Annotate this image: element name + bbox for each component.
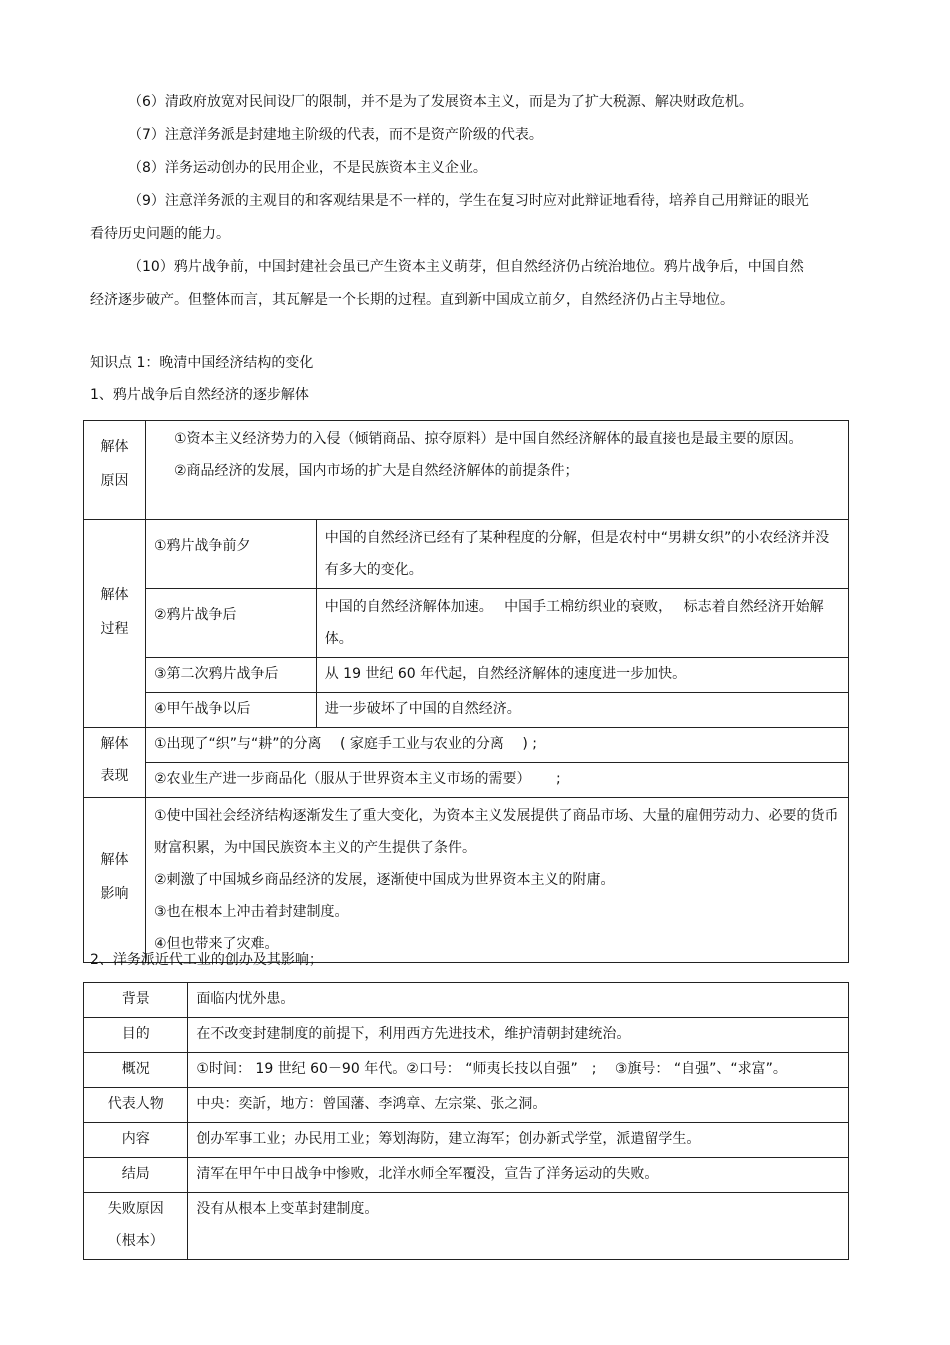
impact-item-4: ④但也带来了灾难。 — [153, 936, 279, 952]
process-desc-2: 中国的自然经济解体加速。 中国手工棉纺织业的衰败， 标志着自然经济开始解体。 — [316, 589, 848, 658]
value-background: 面临内忧外患。 — [188, 983, 849, 1018]
knowledge-point-heading: 知识点 1：晚清中国经济结构的变化 — [90, 355, 314, 371]
section-2-heading: 2、洋务派近代工业的创办及其影响； — [90, 952, 323, 968]
row-header-process: 解体过程 — [84, 520, 146, 728]
value-failure-reason: 没有从根本上变革封建制度。 — [188, 1193, 849, 1260]
label-background: 背景 — [84, 983, 188, 1018]
process-stage-1: ①鸦片战争前夕 — [145, 520, 316, 589]
section-1-heading: 1、鸦片战争后自然经济的逐步解体 — [90, 387, 309, 403]
process-stage-2: ②鸦片战争后 — [145, 589, 316, 658]
manifest-item-1: ①出现了“织”与“耕”的分离 ( 家庭手工业与农业的分离 ) ; — [145, 728, 848, 763]
label-overview: 概况 — [84, 1053, 188, 1088]
row-header-cause: 解体原因 — [84, 421, 146, 520]
cause-content: ①资本主义经济势力的入侵（倾销商品、掠夺原料）是中国自然经济解体的最直接也是最主要的原因。 ②商品经济的发展，国内市场的扩大是自然经济解体的前提条件； — [145, 421, 848, 520]
note-9: （9）注意洋务派的主观目的和客观结果是不一样的，学生在复习时应对此辩证地看待，培养自己用辩证的眼光看待历史问题的能力。 — [90, 193, 809, 242]
label-content: 内容 — [84, 1123, 188, 1158]
impact-item-3: ③也在根本上冲击着封建制度。 — [153, 904, 349, 920]
value-content: 创办军事工业；办民用工业；筹划海防，建立海军；创办新式学堂，派遣留学生。 — [188, 1123, 849, 1158]
label-outcome: 结局 — [84, 1158, 188, 1193]
value-purpose: 在不改变封建制度的前提下，利用西方先进技术，维护清朝封建统治。 — [188, 1018, 849, 1053]
label-failure-reason: 失败原因 （根本） — [84, 1193, 188, 1260]
disintegration-table — [83, 420, 849, 963]
row-header-manifest: 解体表现 — [84, 728, 146, 798]
process-stage-3: ③第二次鸦片战争后 — [145, 658, 316, 693]
note-7: （7）注意洋务派是封建地主阶级的代表，而不是资产阶级的代表。 — [128, 127, 543, 143]
row-header-impact: 解体影响 — [84, 798, 146, 963]
note-10: （10）鸦片战争前，中国封建社会虽已产生资本主义萌芽，但自然经济仍占统治地位。鸦片战争后，中国自然经济逐步破产。但整体而言，其瓦解是一个长期的过程。直到新中国成立前夕，自然经济仍占主导地位。 — [90, 259, 804, 308]
label-representatives: 代表人物 — [84, 1088, 188, 1123]
value-overview: ①时间： 19 世纪 60－90 年代。②口号： “师夷长技以自强” ; ③旗号： “自强”、“求富”。 — [188, 1053, 849, 1088]
label-purpose: 目的 — [84, 1018, 188, 1053]
manifest-item-2: ②农业生产进一步商品化（服从于世界资本主义市场的需要） ; — [145, 763, 848, 798]
note-6: （6）清政府放宽对民间设厂的限制，并不是为了发展资本主义，而是为了扩大税源、解决财政危机。 — [128, 94, 753, 110]
process-desc-3: 从 19 世纪 60 年代起，自然经济解体的速度进一步加快。 — [316, 658, 848, 693]
value-outcome: 清军在甲午中日战争中惨败，北洋水师全军覆没，宣告了洋务运动的失败。 — [188, 1158, 849, 1193]
westernization-table — [83, 982, 849, 1260]
process-desc-1: 中国的自然经济已经有了某种程度的分解，但是农村中“男耕女织”的小农经济并没有多大的变化。 — [316, 520, 848, 589]
process-desc-4: 进一步破坏了中国的自然经济。 — [316, 693, 848, 728]
impact-item-2: ②刺激了中国城乡商品经济的发展，逐渐使中国成为世界资本主义的附庸。 — [153, 872, 615, 888]
impact-item-1: ①使中国社会经济结构逐渐发生了重大变化，为资本主义发展提供了商品市场、大量的雇佣劳动力、必要的货币财富积累，为中国民族资本主义的产生提供了条件。 — [153, 808, 839, 856]
value-representatives: 中央：奕訢，地方：曾国藩、李鸿章、左宗棠、张之洞。 — [188, 1088, 849, 1123]
note-8: （8）洋务运动创办的民用企业，不是民族资本主义企业。 — [128, 160, 487, 176]
impact-content — [145, 798, 848, 963]
process-stage-4: ④甲午战争以后 — [145, 693, 316, 728]
